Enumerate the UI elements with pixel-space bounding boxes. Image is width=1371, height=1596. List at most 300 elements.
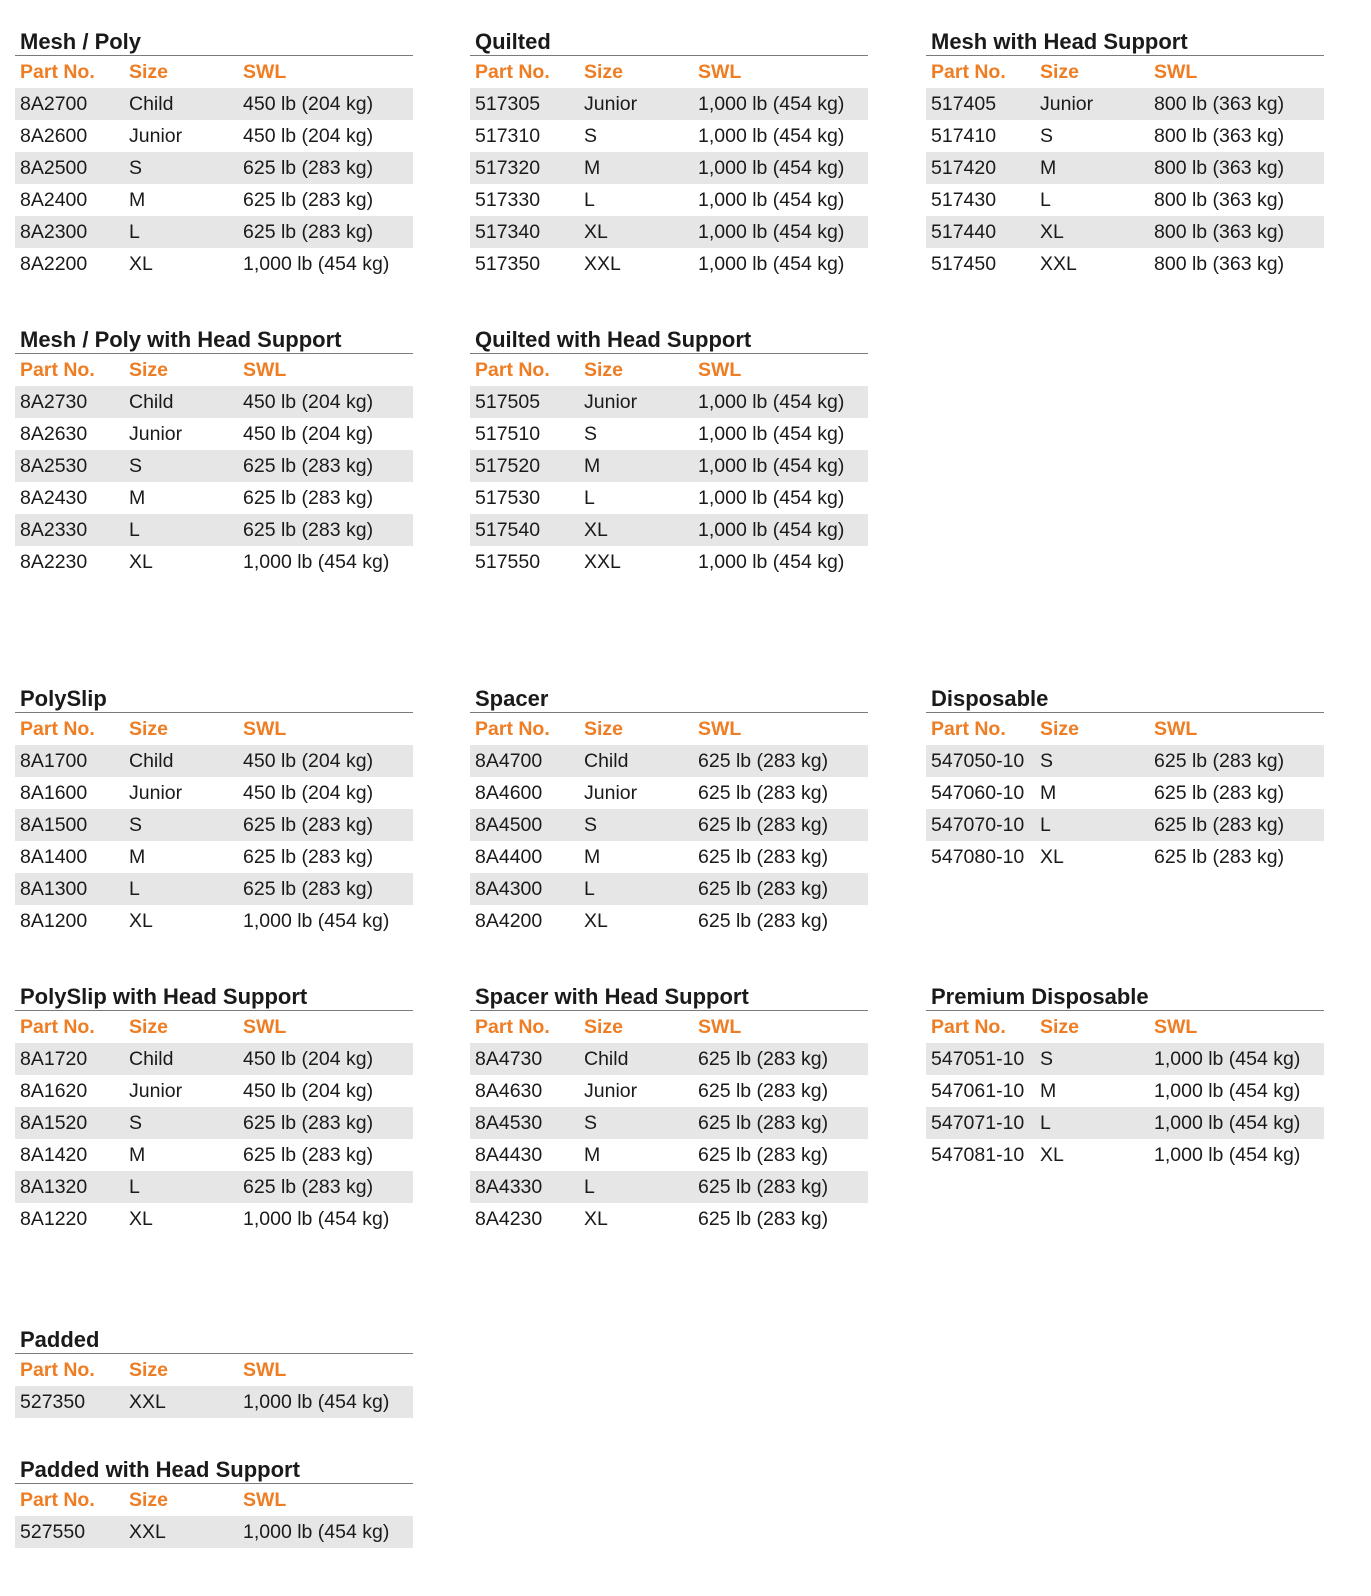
table-row [15,809,413,841]
size-cell: Junior [129,125,183,147]
column-header-swl: SWL [243,61,287,83]
swl-cell: 1,000 lb (454 kg) [243,1521,390,1543]
part-no-cell: 8A1300 [20,878,88,900]
swl-cell: 625 lb (283 kg) [243,487,374,509]
table-row [926,745,1324,777]
table-row [926,1107,1324,1139]
part-no-cell: 8A1600 [20,782,88,804]
size-cell: S [584,1112,598,1134]
size-cell: L [584,189,595,211]
swl-cell: 625 lb (283 kg) [243,455,374,477]
swl-cell: 1,000 lb (454 kg) [698,189,845,211]
table-header-row [926,56,1324,88]
table-row [15,1203,413,1235]
swl-cell: 1,000 lb (454 kg) [698,551,845,573]
column-header-swl: SWL [243,1489,287,1511]
table-row [15,1386,413,1418]
column-header-swl: SWL [243,1016,287,1038]
part-no-cell: 8A1620 [20,1080,88,1102]
table-title: PolySlip [15,685,413,713]
column-header-size: Size [584,359,624,381]
swl-cell: 625 lb (283 kg) [698,782,829,804]
size-cell: XXL [584,551,621,573]
table-mesh-poly-with-head-support [15,326,413,578]
size-cell: Child [129,391,174,413]
size-cell: S [1040,1048,1054,1070]
table-row [15,1516,413,1548]
size-cell: S [584,423,598,445]
size-cell: M [129,189,146,211]
table-header-row [15,1354,413,1386]
table-row [15,248,413,280]
column-header-size: Size [129,1016,169,1038]
size-cell: L [584,1176,595,1198]
swl-cell: 1,000 lb (454 kg) [243,551,390,573]
part-no-cell: 8A2400 [20,189,88,211]
table-row [15,152,413,184]
swl-cell: 1,000 lb (454 kg) [698,487,845,509]
swl-cell: 625 lb (283 kg) [243,878,374,900]
size-cell: L [1040,189,1051,211]
swl-cell: 450 lb (204 kg) [243,423,374,445]
table-header-row [470,56,868,88]
swl-cell: 450 lb (204 kg) [243,1048,374,1070]
part-no-cell: 8A2230 [20,551,88,573]
part-no-cell: 517530 [475,487,541,509]
column-header-size: Size [129,718,169,740]
table-header-row [15,1484,413,1516]
part-no-cell: 547061-10 [931,1080,1025,1102]
table-row [15,1043,413,1075]
size-cell: S [584,125,598,147]
swl-cell: 1,000 lb (454 kg) [1154,1112,1301,1134]
column-header-size: Size [584,61,624,83]
swl-cell: 800 lb (363 kg) [1154,221,1285,243]
size-cell: Child [129,93,174,115]
column-header-swl: SWL [243,1359,287,1381]
part-no-cell: 8A2330 [20,519,88,541]
table-row [15,88,413,120]
table-header-row [15,354,413,386]
size-cell: S [129,455,143,477]
table-row [470,1171,868,1203]
table-row [470,1043,868,1075]
table-row [470,809,868,841]
part-no-cell: 517510 [475,423,541,445]
column-header-size: Size [584,1016,624,1038]
swl-cell: 800 lb (363 kg) [1154,157,1285,179]
table-row [470,152,868,184]
swl-cell: 800 lb (363 kg) [1154,125,1285,147]
size-cell: L [129,878,140,900]
swl-cell: 625 lb (283 kg) [243,157,374,179]
column-header-size: Size [1040,1016,1080,1038]
swl-cell: 625 lb (283 kg) [243,1176,374,1198]
swl-cell: 625 lb (283 kg) [698,878,829,900]
part-no-cell: 547081-10 [931,1144,1025,1166]
part-no-cell: 8A1500 [20,814,88,836]
table-row [15,1139,413,1171]
swl-cell: 1,000 lb (454 kg) [698,125,845,147]
part-no-cell: 8A4600 [475,782,543,804]
size-cell: S [129,1112,143,1134]
size-cell: S [1040,750,1054,772]
part-no-cell: 8A1420 [20,1144,88,1166]
size-cell: XL [1040,846,1064,868]
table-row [15,482,413,514]
part-no-cell: 8A4230 [475,1208,543,1230]
part-no-cell: 8A2430 [20,487,88,509]
size-cell: L [129,519,140,541]
part-no-cell: 8A4430 [475,1144,543,1166]
table-row [470,248,868,280]
column-header-part-no: Part No. [20,718,95,740]
table-row [470,418,868,450]
column-header-part-no: Part No. [20,1016,95,1038]
size-cell: XL [584,519,608,541]
part-no-cell: 8A1320 [20,1176,88,1198]
column-header-part-no: Part No. [931,61,1006,83]
table-mesh-with-head-support [926,28,1324,280]
size-cell: M [129,487,146,509]
size-cell: Junior [129,1080,183,1102]
part-no-cell: 8A2730 [20,391,88,413]
size-cell: Junior [584,1080,638,1102]
table-row [926,120,1324,152]
table-disposable [926,685,1324,873]
part-no-cell: 547070-10 [931,814,1025,836]
column-header-swl: SWL [1154,1016,1198,1038]
swl-cell: 625 lb (283 kg) [243,221,374,243]
table-mesh-poly [15,28,413,280]
part-no-cell: 517450 [931,253,997,275]
table-spacer [470,685,868,937]
table-title: Quilted with Head Support [470,326,868,354]
swl-cell: 800 lb (363 kg) [1154,253,1285,275]
column-header-size: Size [584,718,624,740]
table-row [15,1075,413,1107]
table-title: Mesh / Poly with Head Support [15,326,413,354]
part-no-cell: 547071-10 [931,1112,1025,1134]
table-title: Disposable [926,685,1324,713]
column-header-size: Size [1040,61,1080,83]
table-row [926,216,1324,248]
table-row [470,514,868,546]
table-row [470,1203,868,1235]
size-cell: Junior [584,93,638,115]
table-row [926,841,1324,873]
swl-cell: 625 lb (283 kg) [243,189,374,211]
swl-cell: 450 lb (204 kg) [243,782,374,804]
column-header-part-no: Part No. [20,1489,95,1511]
swl-cell: 625 lb (283 kg) [243,814,374,836]
size-cell: Child [584,750,629,772]
size-cell: S [1040,125,1054,147]
size-cell: M [1040,157,1057,179]
swl-cell: 625 lb (283 kg) [243,1144,374,1166]
swl-cell: 1,000 lb (454 kg) [1154,1144,1301,1166]
table-spacer-with-head-support [470,983,868,1235]
part-no-cell: 8A2500 [20,157,88,179]
size-cell: M [1040,782,1057,804]
table-padded-with-head-support [15,1456,413,1548]
table-row [15,873,413,905]
size-cell: S [129,157,143,179]
table-row [15,777,413,809]
table-row [926,1139,1324,1171]
size-cell: L [129,1176,140,1198]
table-row [926,777,1324,809]
part-no-cell: 8A1520 [20,1112,88,1134]
swl-cell: 625 lb (283 kg) [1154,750,1285,772]
table-row [926,1075,1324,1107]
column-header-swl: SWL [243,718,287,740]
swl-cell: 1,000 lb (454 kg) [243,1391,390,1413]
swl-cell: 1,000 lb (454 kg) [698,253,845,275]
swl-cell: 450 lb (204 kg) [243,391,374,413]
table-row [470,450,868,482]
size-cell: Junior [129,423,183,445]
swl-cell: 625 lb (283 kg) [1154,814,1285,836]
table-header-row [926,713,1324,745]
part-no-cell: 517410 [931,125,997,147]
swl-cell: 1,000 lb (454 kg) [698,391,845,413]
part-no-cell: 8A4630 [475,1080,543,1102]
column-header-part-no: Part No. [20,359,95,381]
table-row [15,1171,413,1203]
swl-cell: 800 lb (363 kg) [1154,93,1285,115]
column-header-size: Size [129,1489,169,1511]
column-header-part-no: Part No. [475,61,550,83]
part-no-cell: 8A4300 [475,878,543,900]
part-no-cell: 517505 [475,391,541,413]
table-row [15,1107,413,1139]
table-row [470,745,868,777]
size-cell: XXL [129,1391,166,1413]
part-no-cell: 8A2700 [20,93,88,115]
swl-cell: 1,000 lb (454 kg) [698,93,845,115]
part-no-cell: 8A4200 [475,910,543,932]
table-header-row [15,56,413,88]
size-cell: Junior [584,782,638,804]
part-no-cell: 8A4700 [475,750,543,772]
table-row [15,905,413,937]
part-no-cell: 8A1200 [20,910,88,932]
table-row [15,216,413,248]
table-row [470,482,868,514]
part-no-cell: 547051-10 [931,1048,1025,1070]
table-header-row [926,1011,1324,1043]
table-row [470,873,868,905]
part-no-cell: 517420 [931,157,997,179]
column-header-part-no: Part No. [475,359,550,381]
column-header-part-no: Part No. [475,1016,550,1038]
size-cell: XL [584,221,608,243]
swl-cell: 1,000 lb (454 kg) [698,157,845,179]
part-no-cell: 517305 [475,93,541,115]
part-no-cell: 8A4330 [475,1176,543,1198]
table-row [15,745,413,777]
table-row [470,1075,868,1107]
size-cell: Child [584,1048,629,1070]
table-row [470,1139,868,1171]
part-no-cell: 517540 [475,519,541,541]
part-no-cell: 517440 [931,221,997,243]
swl-cell: 625 lb (283 kg) [698,1112,829,1134]
column-header-size: Size [1040,718,1080,740]
table-row [470,386,868,418]
column-header-part-no: Part No. [931,1016,1006,1038]
part-no-cell: 517350 [475,253,541,275]
swl-cell: 1,000 lb (454 kg) [243,253,390,275]
table-row [926,248,1324,280]
table-title: Quilted [470,28,868,56]
swl-cell: 625 lb (283 kg) [1154,846,1285,868]
size-cell: XXL [129,1521,166,1543]
part-no-cell: 527550 [20,1521,86,1543]
column-header-part-no: Part No. [20,1359,95,1381]
size-cell: XXL [1040,253,1077,275]
part-no-cell: 517520 [475,455,541,477]
size-cell: XL [129,253,153,275]
size-cell: S [129,814,143,836]
size-cell: Junior [584,391,638,413]
part-no-cell: 8A1720 [20,1048,88,1070]
size-cell: XL [129,1208,153,1230]
swl-cell: 450 lb (204 kg) [243,750,374,772]
table-row [470,841,868,873]
swl-cell: 625 lb (283 kg) [243,1112,374,1134]
table-header-row [470,1011,868,1043]
size-cell: Junior [129,782,183,804]
part-no-cell: 547050-10 [931,750,1025,772]
size-cell: XL [129,551,153,573]
swl-cell: 450 lb (204 kg) [243,125,374,147]
size-cell: XXL [584,253,621,275]
table-premium-disposable [926,983,1324,1171]
swl-cell: 625 lb (283 kg) [698,1048,829,1070]
column-header-part-no: Part No. [931,718,1006,740]
swl-cell: 1,000 lb (454 kg) [698,423,845,445]
part-no-cell: 517340 [475,221,541,243]
size-cell: L [1040,814,1051,836]
table-header-row [470,354,868,386]
swl-cell: 625 lb (283 kg) [698,750,829,772]
table-row [15,120,413,152]
table-row [470,1107,868,1139]
column-header-swl: SWL [698,718,742,740]
size-cell: XL [584,1208,608,1230]
swl-cell: 450 lb (204 kg) [243,1080,374,1102]
swl-cell: 625 lb (283 kg) [698,1208,829,1230]
size-cell: L [129,221,140,243]
swl-cell: 1,000 lb (454 kg) [1154,1048,1301,1070]
table-row [15,450,413,482]
size-cell: XL [1040,221,1064,243]
column-header-swl: SWL [698,1016,742,1038]
column-header-size: Size [129,61,169,83]
swl-cell: 1,000 lb (454 kg) [243,910,390,932]
part-no-cell: 8A1220 [20,1208,88,1230]
swl-cell: 625 lb (283 kg) [243,846,374,868]
table-row [926,1043,1324,1075]
size-cell: M [584,846,601,868]
size-cell: M [1040,1080,1057,1102]
column-header-size: Size [129,1359,169,1381]
table-polyslip [15,685,413,937]
table-padded [15,1326,413,1418]
column-header-swl: SWL [698,359,742,381]
part-no-cell: 8A1700 [20,750,88,772]
part-no-cell: 517330 [475,189,541,211]
table-row [15,386,413,418]
part-no-cell: 527350 [20,1391,86,1413]
table-title: Mesh / Poly [15,28,413,56]
table-polyslip-with-head-support [15,983,413,1235]
table-row [15,184,413,216]
table-header-row [15,713,413,745]
part-no-cell: 8A4400 [475,846,543,868]
swl-cell: 1,000 lb (454 kg) [698,221,845,243]
column-header-swl: SWL [698,61,742,83]
swl-cell: 625 lb (283 kg) [698,1144,829,1166]
swl-cell: 625 lb (283 kg) [698,910,829,932]
table-quilted [470,28,868,280]
part-no-cell: 547080-10 [931,846,1025,868]
part-no-cell: 8A2300 [20,221,88,243]
part-no-cell: 8A4730 [475,1048,543,1070]
part-no-cell: 8A2600 [20,125,88,147]
swl-cell: 625 lb (283 kg) [698,814,829,836]
swl-cell: 625 lb (283 kg) [1154,782,1285,804]
size-cell: M [584,455,601,477]
table-title: PolySlip with Head Support [15,983,413,1011]
column-header-size: Size [129,359,169,381]
table-row [15,841,413,873]
table-header-row [15,1011,413,1043]
table-row [15,418,413,450]
table-row [926,809,1324,841]
swl-cell: 1,000 lb (454 kg) [698,519,845,541]
part-no-cell: 8A2530 [20,455,88,477]
size-cell: M [129,1144,146,1166]
column-header-swl: SWL [1154,718,1198,740]
table-row [470,88,868,120]
size-cell: L [584,878,595,900]
swl-cell: 450 lb (204 kg) [243,93,374,115]
part-no-cell: 8A4530 [475,1112,543,1134]
table-title: Padded with Head Support [15,1456,413,1484]
table-row [926,152,1324,184]
size-cell: Child [129,750,174,772]
column-header-part-no: Part No. [20,61,95,83]
column-header-swl: SWL [1154,61,1198,83]
table-row [926,88,1324,120]
table-row [470,905,868,937]
swl-cell: 625 lb (283 kg) [243,519,374,541]
size-cell: XL [129,910,153,932]
swl-cell: 625 lb (283 kg) [698,1176,829,1198]
size-cell: L [584,487,595,509]
table-row [470,777,868,809]
size-cell: XL [584,910,608,932]
part-no-cell: 517550 [475,551,541,573]
size-cell: S [584,814,598,836]
column-header-part-no: Part No. [475,718,550,740]
table-quilted-with-head-support [470,326,868,578]
size-cell: Junior [1040,93,1094,115]
part-no-cell: 8A2630 [20,423,88,445]
